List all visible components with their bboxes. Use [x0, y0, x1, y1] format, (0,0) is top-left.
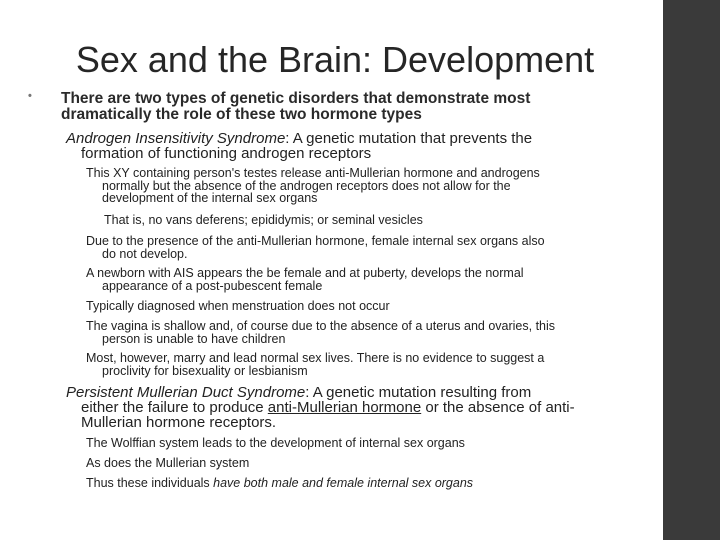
bullet-text-line-2: dramatically the role of these two hormone types [61, 105, 422, 123]
pmds-term: Persistent Mullerian Duct Syndrome [66, 384, 306, 401]
bullet-genetic-disorders [20, 91, 620, 122]
ais-point-5: The vagina is shallow and, of course due to the absence of a uterus and ovaries, this person is unable to have children [86, 319, 556, 346]
ais-point-3: A newborn with AIS appears the be female and at puberty, develops the normal appearance of a post-pubescent female [86, 266, 524, 293]
pmds-heading: Persistent Mullerian Duct Syndrome: A genetic mutation resulting from either the failure to produce anti-Mullerian hormone or the absence of anti- Mullerian hormone receptors. [66, 384, 575, 431]
ais-heading [66, 131, 656, 161]
ais-point-2: Due to the presence of the anti-Mullerian hormone, female internal sex organs also do not develop. [86, 234, 545, 261]
bullet-dot-icon: • [28, 90, 32, 102]
pmds-point-3: Thus these individuals have both male and female internal sex organs [86, 476, 474, 490]
pmds-desc: : A genetic mutation resulting from [305, 384, 532, 401]
ais-point-4: Typically diagnosed when menstruation does not occur [86, 299, 390, 313]
slide-title: Sex and the Brain: Development [75, 39, 595, 80]
pmds-point-2: As does the Mullerian system [86, 456, 250, 470]
pmds-desc-line-3: Mullerian hormone receptors. [81, 414, 277, 431]
ais-point-1: This XY containing person's testes release anti-Mullerian hormone and androgens normally but the absence of the androgen receptors does not allow for the development of the internal sex organs [86, 166, 540, 205]
pmds-point-1: The Wolffian system leads to the development of internal sex organs [86, 436, 465, 450]
ais-point-1a: That is, no vans deferens; epididymis; or seminal vesicles [104, 213, 423, 227]
ais-point-6: Most, however, marry and lead normal sex lives. There is no evidence to suggest a proclivity for bisexuality or lesbianism [86, 351, 545, 378]
ais-desc-line-2: formation of functioning androgen receptors [81, 145, 372, 162]
ais-desc: : A genetic mutation that prevents the [285, 130, 533, 147]
anti-mullerian-hormone-link[interactable]: anti-Mullerian hormone [267, 399, 422, 416]
ais-term: Androgen Insensitivity Syndrome [66, 130, 286, 147]
slide-sidebar-bar [663, 0, 720, 540]
bullet-text-line-1: There are two types of genetic disorders that demonstrate most [61, 90, 531, 107]
